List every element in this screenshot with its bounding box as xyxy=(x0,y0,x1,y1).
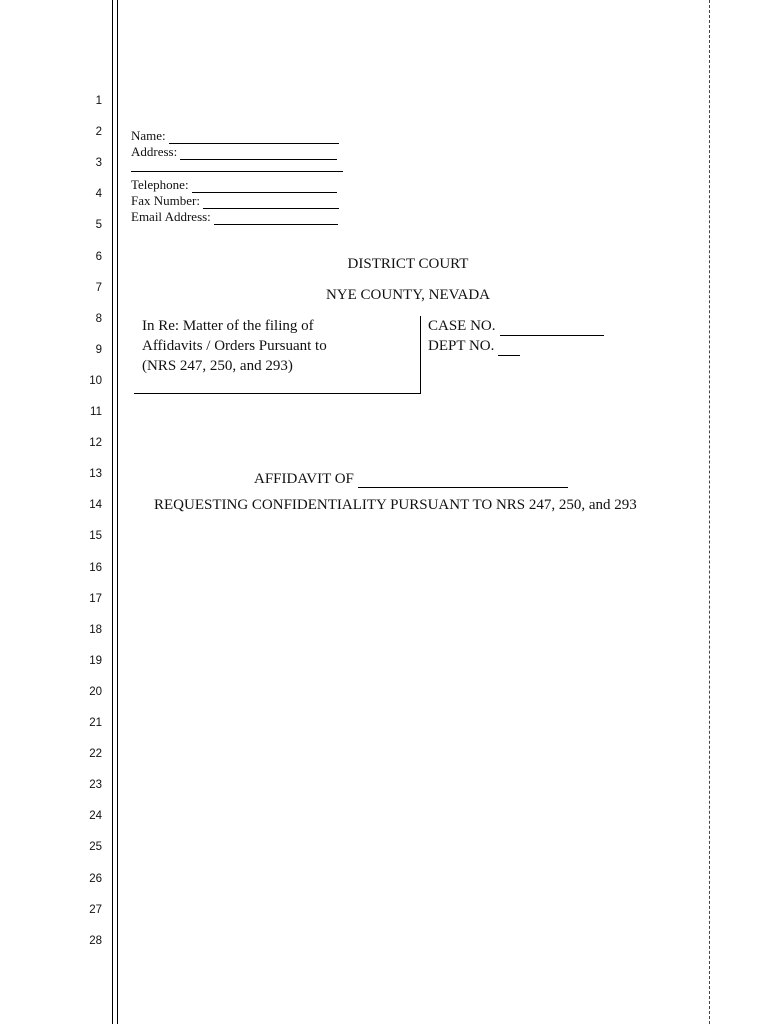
line-number: 18 xyxy=(89,623,102,636)
case-no-label: CASE NO. xyxy=(428,318,496,334)
court-name: DISTRICT COURT xyxy=(347,256,469,272)
line-number: 3 xyxy=(95,157,102,170)
line-number: 1 xyxy=(95,95,102,107)
line-number: 4 xyxy=(95,188,102,201)
affidavit-subtitle: REQUESTING CONFIDENTIALITY PURSUANT TO NRS 247, 250, and 293 xyxy=(154,497,637,513)
line-number: 2 xyxy=(95,126,102,139)
caption-divider-horizontal xyxy=(134,393,421,394)
address-label: Address: xyxy=(131,144,178,159)
case-number-line xyxy=(428,316,604,336)
in-re-line: (NRS 247, 250, and 293) xyxy=(142,358,293,374)
line-number: 24 xyxy=(89,810,102,823)
line-number: 8 xyxy=(95,312,102,325)
margin-line-left-outer xyxy=(112,0,113,1024)
fax-label: Fax Number: xyxy=(131,193,200,208)
address-blank xyxy=(180,148,337,160)
line-number: 14 xyxy=(89,499,102,512)
address-field xyxy=(131,144,337,160)
caption-divider-vertical xyxy=(420,316,421,394)
telephone-field xyxy=(131,177,337,193)
line-number: 19 xyxy=(89,654,102,667)
line-number: 6 xyxy=(95,250,102,263)
line-number: 23 xyxy=(89,779,102,792)
dept-number-line xyxy=(428,336,520,356)
in-re-line: Affidavits / Orders Pursuant to xyxy=(142,338,327,354)
line-number: 9 xyxy=(95,343,102,356)
address-second-line-blank xyxy=(131,171,343,172)
affidavit-of-label: AFFIDAVIT OF xyxy=(254,471,354,487)
line-number: 20 xyxy=(89,685,102,698)
affiant-name-blank xyxy=(358,473,568,488)
affidavit-title xyxy=(254,471,568,488)
line-number: 25 xyxy=(89,841,102,854)
case-no-blank xyxy=(500,321,604,336)
line-number: 5 xyxy=(95,219,102,232)
line-number: 10 xyxy=(89,374,102,387)
line-number: 7 xyxy=(95,281,102,294)
name-blank xyxy=(169,132,339,144)
in-re-line: In Re: Matter of the filing of xyxy=(142,318,314,334)
line-number: 26 xyxy=(89,872,102,885)
in-re-caption xyxy=(142,316,327,376)
email-blank xyxy=(214,213,338,225)
line-number: 16 xyxy=(89,561,102,574)
line-number: 28 xyxy=(89,934,102,947)
margin-line-left-inner xyxy=(117,0,118,1024)
telephone-blank xyxy=(192,181,337,193)
line-number: 21 xyxy=(89,717,102,729)
dept-no-label: DEPT NO. xyxy=(428,338,495,354)
line-number: 17 xyxy=(89,592,102,605)
line-number: 15 xyxy=(89,530,102,543)
line-number: 27 xyxy=(89,903,102,916)
name-label: Name: xyxy=(131,128,166,143)
line-number: 12 xyxy=(89,437,102,450)
name-field xyxy=(131,128,339,144)
fax-blank xyxy=(203,197,339,209)
line-number: 11 xyxy=(90,406,102,418)
court-county: NYE COUNTY, NEVADA xyxy=(325,287,491,303)
margin-line-right xyxy=(709,0,710,1024)
fax-field xyxy=(131,193,339,209)
line-number: 22 xyxy=(89,748,102,761)
telephone-label: Telephone: xyxy=(131,177,189,192)
email-label: Email Address: xyxy=(131,209,211,224)
line-number: 13 xyxy=(89,468,102,481)
dept-no-blank xyxy=(498,341,520,356)
email-field xyxy=(131,209,338,225)
